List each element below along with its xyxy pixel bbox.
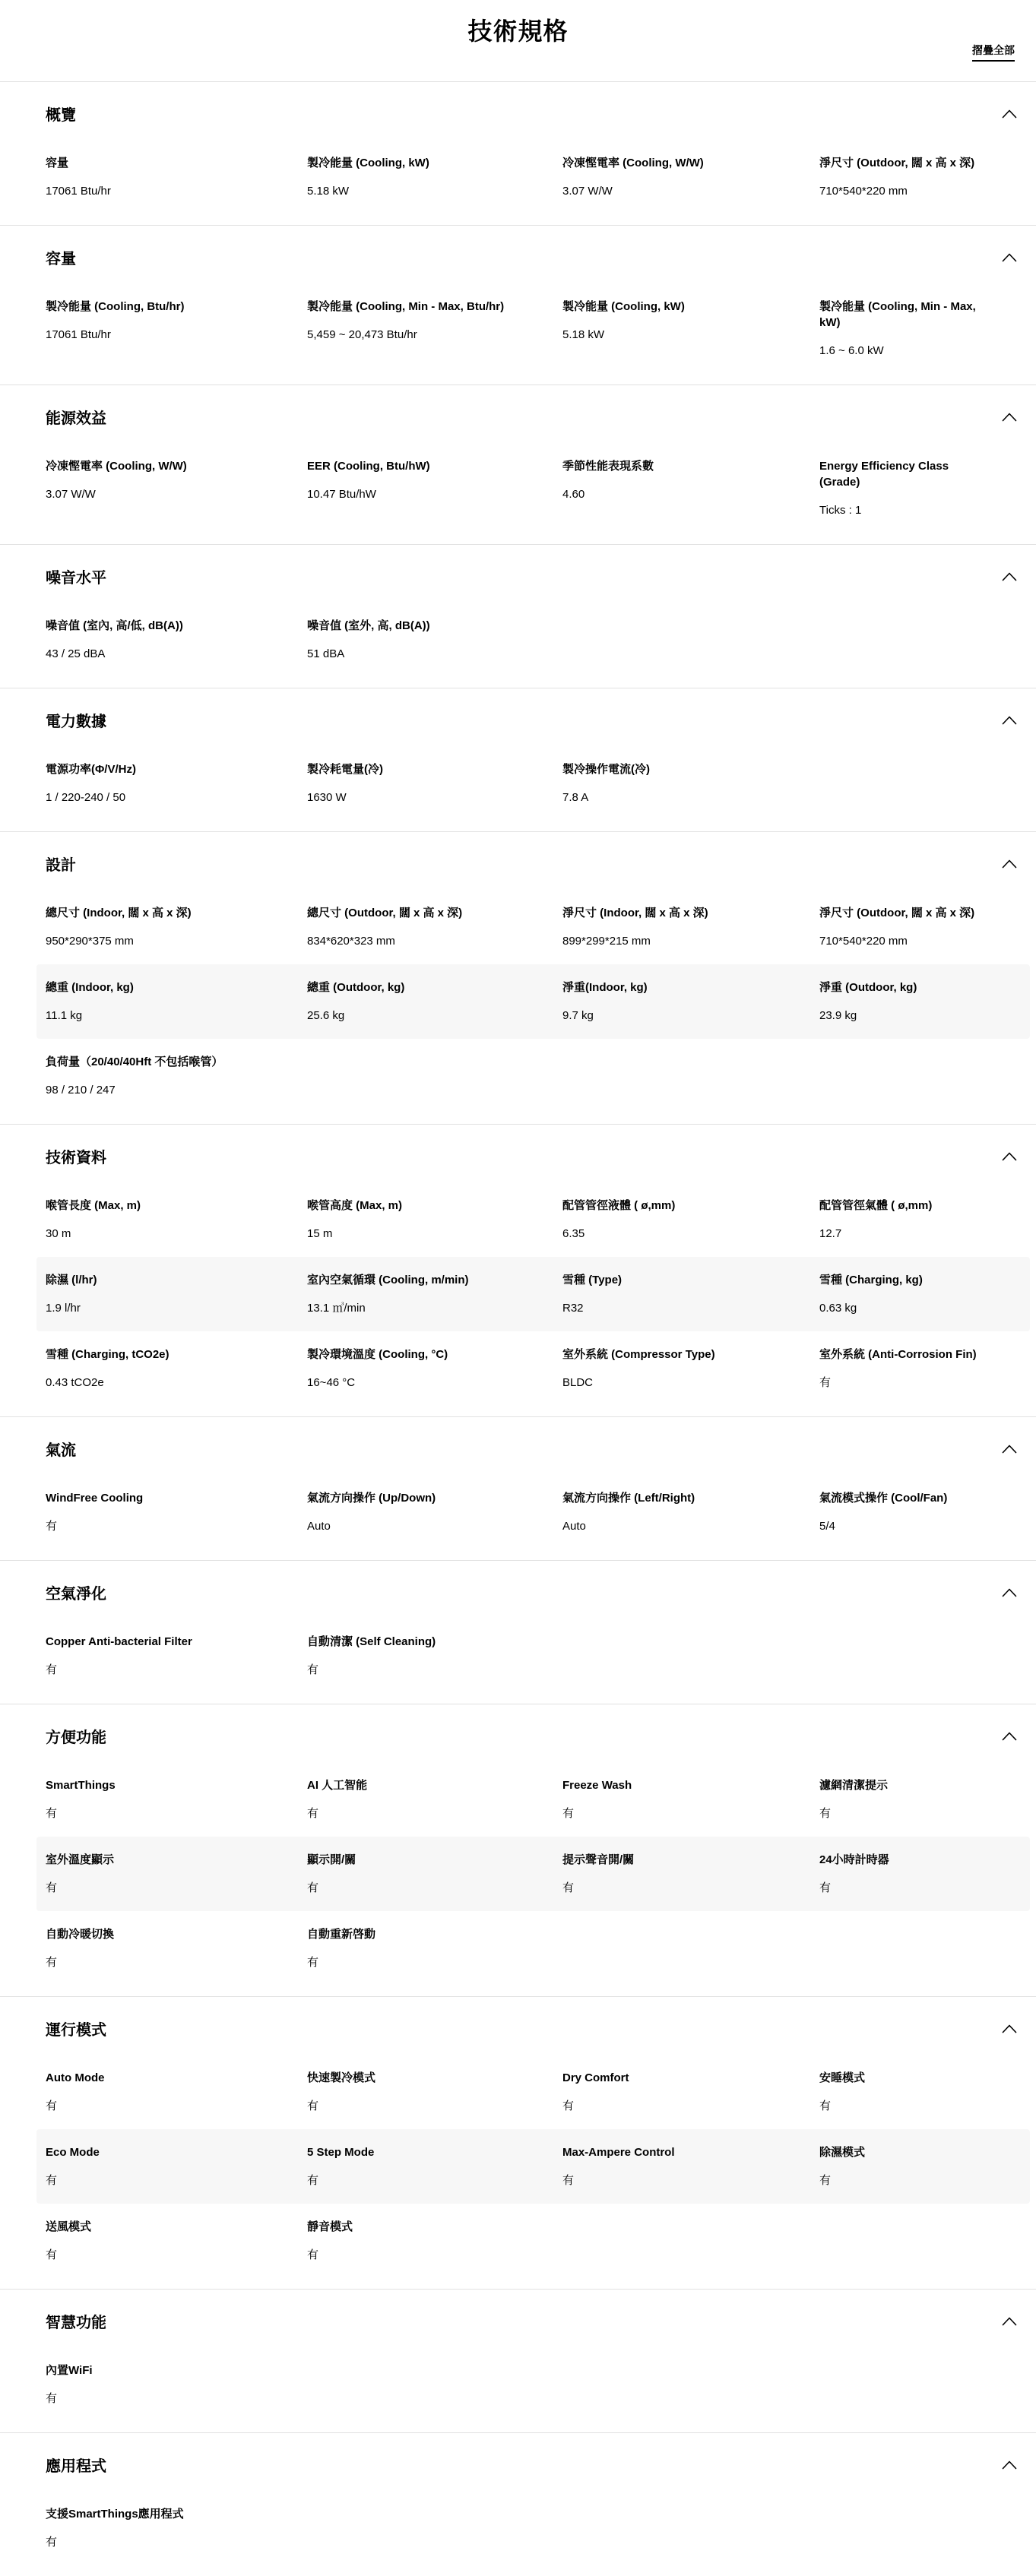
spec-cell (307, 1198, 562, 1242)
spec-label: 噪音值 (室內, 高/低, dB(A)) (46, 619, 183, 632)
spec-cell (307, 1272, 562, 1316)
section-accordion-header[interactable] (46, 1438, 1017, 1460)
spec-label: 製冷環境溫度 (Cooling, °C) (307, 1348, 448, 1361)
spec-label: Auto Mode (46, 2071, 105, 2084)
section-accordion-header[interactable] (46, 853, 1017, 875)
spec-label: 室外系統 (Anti-Corrosion Fin) (819, 1348, 977, 1361)
section-accordion-header[interactable] (46, 2454, 1017, 2476)
spec-cell (307, 299, 562, 343)
spec-label: 冷凍慳電率 (Cooling, W/W) (46, 460, 187, 473)
spec-cell (46, 2506, 307, 2550)
spec-value: 有 (46, 1663, 58, 1676)
section-rows (0, 140, 1036, 214)
spec-cell (46, 2070, 307, 2114)
spec-value: Auto (307, 1520, 331, 1533)
spec-row (36, 746, 1030, 821)
spec-cell (307, 1634, 562, 1678)
spec-cell (307, 618, 562, 662)
spec-label: 喉管長度 (Max, m) (46, 1199, 141, 1212)
spec-label: 除濕 (l/hr) (46, 1274, 97, 1286)
spec-cell (562, 905, 819, 949)
chevron-up-icon[interactable] (1002, 859, 1017, 869)
spec-value: 3.07 W/W (46, 488, 96, 501)
spec-cell (307, 1490, 562, 1534)
spec-value: 有 (819, 1881, 832, 1894)
spec-cell (562, 1347, 819, 1391)
spec-cell (307, 1852, 562, 1896)
spec-cell (46, 458, 307, 502)
spec-label: WindFree Cooling (46, 1492, 144, 1505)
spec-section (0, 1560, 1036, 1704)
spec-cell (562, 155, 819, 199)
spec-cell (562, 2144, 819, 2188)
chevron-up-icon[interactable] (1002, 2317, 1017, 2326)
spec-value: 有 (562, 1807, 575, 1820)
spec-value: 98 / 210 / 247 (46, 1084, 116, 1097)
spec-value: 6.35 (562, 1227, 585, 1240)
spec-row (36, 140, 1030, 214)
spec-value: 17061 Btu/hr (46, 328, 111, 341)
spec-section (0, 385, 1036, 544)
spec-value: 7.8 A (562, 791, 589, 804)
spec-label: Copper Anti-bacterial Filter (46, 1635, 192, 1648)
spec-label: 雪種 (Type) (562, 1274, 623, 1286)
spec-label: 總重 (Outdoor, kg) (307, 981, 405, 994)
spec-label: 氣流方向操作 (Up/Down) (307, 1492, 436, 1505)
section-accordion-header[interactable] (46, 1581, 1017, 1603)
spec-value: 有 (307, 1807, 319, 1820)
spec-cell (307, 1347, 562, 1391)
spec-value: 5/4 (819, 1520, 835, 1533)
section-accordion-header[interactable] (46, 1725, 1017, 1747)
spec-cell (46, 1926, 307, 1970)
spec-label: 配管管徑氣體 ( ø,mm) (819, 1199, 933, 1212)
spec-section (0, 544, 1036, 688)
spec-value: 25.6 kg (307, 1009, 345, 1022)
section-rows (0, 746, 1036, 821)
spec-label: 自動清潔 (Self Cleaning) (307, 1635, 436, 1648)
section-title: 氣流 (46, 1442, 76, 1459)
spec-cell (562, 299, 819, 343)
spec-label: 室內空氣循環 (Cooling, m/min) (307, 1274, 469, 1286)
spec-sections (0, 81, 1036, 2576)
section-title: 噪音水平 (46, 570, 106, 587)
section-title: 智慧功能 (46, 2315, 106, 2331)
spec-value: 有 (819, 2100, 832, 2112)
spec-row (36, 283, 1030, 374)
spec-cell (562, 458, 819, 502)
spec-value: 有 (46, 1881, 58, 1894)
spec-value: 710*540*220 mm (819, 935, 908, 948)
spec-value: 15 m (307, 1227, 333, 1240)
spec-label: 內置WiFi (46, 2364, 93, 2377)
spec-value: 4.60 (562, 488, 585, 501)
spec-value: 5,459 ~ 20,473 Btu/hr (307, 328, 417, 341)
spec-cell (307, 905, 562, 949)
chevron-up-icon[interactable] (1002, 413, 1017, 422)
spec-value: 有 (46, 2392, 58, 2405)
spec-value: 9.7 kg (562, 1009, 594, 1022)
spec-value: Ticks : 1 (819, 504, 862, 517)
spec-value: 10.47 Btu/hW (307, 488, 376, 501)
spec-section (0, 1996, 1036, 2289)
section-title: 概覽 (46, 107, 76, 124)
spec-label: Dry Comfort (562, 2071, 629, 2084)
spec-row (36, 603, 1030, 677)
chevron-up-icon[interactable] (1002, 716, 1017, 725)
spec-section (0, 831, 1036, 1124)
spec-cell (562, 2070, 819, 2114)
spec-value: 51 dBA (307, 647, 345, 660)
spec-label: 濾網清潔提示 (819, 1779, 889, 1792)
spec-row (36, 2491, 1030, 2565)
spec-row (36, 964, 1030, 1039)
spec-cell (562, 979, 819, 1024)
spec-cell (46, 1054, 307, 1098)
spec-row (36, 1182, 1030, 1257)
spec-value: 有 (307, 1956, 319, 1969)
chevron-up-icon[interactable] (1002, 1152, 1017, 1161)
spec-cell (307, 2144, 562, 2188)
spec-label: 室外溫度顯示 (46, 1853, 115, 1866)
spec-value: 有 (46, 2248, 58, 2261)
chevron-up-icon[interactable] (1002, 1588, 1017, 1597)
spec-label: 室外系統 (Compressor Type) (562, 1348, 715, 1361)
spec-label: 送風模式 (46, 2220, 92, 2233)
spec-cell (46, 2144, 307, 2188)
spec-value: 1 / 220-240 / 50 (46, 791, 126, 804)
spec-cell (46, 155, 307, 199)
spec-cell (46, 299, 307, 343)
spec-cell (307, 1926, 562, 1970)
section-accordion-header[interactable] (46, 406, 1017, 428)
spec-value: 有 (307, 1663, 319, 1676)
section-title: 設計 (46, 857, 76, 874)
spec-cell (46, 1777, 307, 1821)
spec-value: 0.43 tCO2e (46, 1376, 104, 1389)
spec-section (0, 1704, 1036, 1996)
chevron-up-icon[interactable] (1002, 109, 1017, 119)
spec-cell (819, 2144, 1030, 2188)
spec-label: 配管管徑液體 ( ø,mm) (562, 1199, 676, 1212)
spec-cell (562, 1198, 819, 1242)
spec-value: 3.07 W/W (562, 185, 613, 198)
spec-value: BLDC (562, 1376, 594, 1389)
spec-value: 有 (307, 2248, 319, 2261)
collapse-all-link[interactable]: 摺疊全部 (972, 43, 1015, 62)
spec-cell (46, 905, 307, 949)
chevron-up-icon[interactable] (1002, 253, 1017, 262)
spec-value: 有 (46, 2100, 58, 2112)
spec-label: 支援SmartThings應用程式 (46, 2508, 184, 2521)
spec-row (36, 1619, 1030, 1693)
section-title: 容量 (46, 251, 76, 267)
spec-cell (46, 1198, 307, 1242)
spec-cell (46, 1272, 307, 1316)
spec-label: 氣流模式操作 (Cool/Fan) (819, 1492, 948, 1505)
section-accordion-header[interactable] (46, 103, 1017, 125)
spec-label: 淨尺寸 (Outdoor, 闊 x 高 x 深) (819, 907, 975, 919)
spec-value: 23.9 kg (819, 1009, 857, 1022)
spec-value: 5.18 kW (307, 185, 350, 198)
spec-label: 5 Step Mode (307, 2146, 375, 2159)
section-title: 能源效益 (46, 410, 106, 427)
spec-label: SmartThings (46, 1779, 116, 1792)
section-rows (0, 2491, 1036, 2565)
spec-label: 製冷能量 (Cooling, kW) (307, 157, 429, 169)
spec-value: 5.18 kW (562, 328, 605, 341)
spec-label: 製冷能量 (Cooling, Min - Max, Btu/hr) (307, 300, 505, 313)
spec-cell (819, 1777, 1030, 1821)
section-rows (0, 1762, 1036, 1986)
chevron-up-icon[interactable] (1002, 1732, 1017, 1741)
spec-section (0, 688, 1036, 831)
spec-value: 有 (307, 1881, 319, 1894)
spec-row (36, 1837, 1030, 1911)
spec-cell (46, 1852, 307, 1896)
spec-row (36, 1331, 1030, 1406)
spec-value: 有 (46, 1807, 58, 1820)
spec-cell (562, 1490, 819, 1534)
spec-label: 總尺寸 (Indoor, 闊 x 高 x 深) (46, 907, 192, 919)
spec-cell (46, 2362, 307, 2407)
spec-label: 24小時計時器 (819, 1853, 889, 1866)
spec-cell (562, 1852, 819, 1896)
spec-value: 有 (46, 2174, 58, 2187)
chevron-up-icon[interactable] (1002, 572, 1017, 581)
spec-row (36, 1762, 1030, 1837)
spec-value: 有 (46, 2536, 58, 2549)
spec-label: 總重 (Indoor, kg) (46, 981, 134, 994)
page-header (0, 0, 1036, 81)
spec-value: 1.6 ~ 6.0 kW (819, 344, 884, 357)
spec-value: 有 (46, 1956, 58, 1969)
chevron-up-icon[interactable] (1002, 2460, 1017, 2470)
spec-cell (562, 1272, 819, 1316)
spec-cell (819, 2070, 1030, 2114)
spec-cell (307, 979, 562, 1024)
spec-cell (819, 979, 1030, 1024)
spec-value: 950*290*375 mm (46, 935, 134, 948)
spec-label: 快速製冷模式 (307, 2071, 376, 2084)
section-title: 空氣淨化 (46, 1586, 106, 1603)
spec-label: 雪種 (Charging, tCO2e) (46, 1348, 169, 1361)
spec-label: 氣流方向操作 (Left/Right) (562, 1492, 695, 1505)
section-title: 電力數據 (46, 714, 106, 730)
section-title: 運行模式 (46, 2022, 106, 2039)
spec-row (36, 1475, 1030, 1549)
spec-value: 有 (46, 1520, 58, 1533)
spec-value: 899*299*215 mm (562, 935, 651, 948)
spec-label: 雪種 (Charging, kg) (819, 1274, 923, 1286)
section-rows (0, 890, 1036, 1113)
spec-cell (46, 761, 307, 805)
spec-value: 43 / 25 dBA (46, 647, 106, 660)
spec-value: 834*620*323 mm (307, 935, 395, 948)
spec-label: 安睡模式 (819, 2071, 866, 2084)
spec-label: 自動冷暖切換 (46, 1928, 115, 1941)
spec-cell (307, 2070, 562, 2114)
spec-section (0, 2289, 1036, 2432)
section-title: 方便功能 (46, 1729, 106, 1746)
spec-label: 電源功率(Φ/V/Hz) (46, 763, 136, 776)
spec-cell (46, 1347, 307, 1391)
spec-value: 0.63 kg (819, 1302, 857, 1315)
spec-value: 710*540*220 mm (819, 185, 908, 198)
spec-cell (819, 1490, 1030, 1534)
spec-cell (819, 905, 1030, 949)
spec-value: 有 (307, 2174, 319, 2187)
spec-value: R32 (562, 1302, 584, 1315)
spec-cell (307, 458, 562, 502)
spec-label: Freeze Wash (562, 1779, 632, 1792)
spec-cell (46, 979, 307, 1024)
spec-cell (46, 2219, 307, 2263)
spec-label: 喉管高度 (Max, m) (307, 1199, 403, 1212)
spec-cell (819, 1347, 1030, 1391)
section-rows (0, 2055, 1036, 2278)
section-accordion-header[interactable] (46, 2017, 1017, 2040)
spec-value: 16~46 °C (307, 1376, 356, 1389)
spec-row (36, 890, 1030, 964)
spec-label: 除濕模式 (819, 2146, 866, 2159)
spec-label: 顯示開/關 (307, 1853, 356, 1866)
spec-cell (307, 2219, 562, 2263)
spec-cell (819, 155, 1030, 199)
spec-cell (819, 299, 1030, 359)
spec-row (36, 2204, 1030, 2278)
spec-label: 容量 (46, 157, 69, 169)
spec-value: 有 (819, 1807, 832, 1820)
section-rows (0, 283, 1036, 374)
spec-label: 負荷量（20/40/40Hft 不包括喉管） (46, 1055, 223, 1068)
spec-cell (307, 761, 562, 805)
spec-label: 製冷耗電量(冷) (307, 763, 383, 776)
spec-value: 有 (819, 2174, 832, 2187)
spec-label: 製冷能量 (Cooling, kW) (562, 300, 685, 313)
section-accordion-header[interactable] (46, 2310, 1017, 2332)
spec-label: EER (Cooling, Btu/hW) (307, 460, 430, 473)
spec-value: 12.7 (819, 1227, 842, 1240)
spec-value: 30 m (46, 1227, 71, 1240)
spec-value: 有 (819, 1376, 832, 1389)
spec-value: 有 (562, 2174, 575, 2187)
spec-label: 季節性能表現系數 (562, 460, 654, 473)
spec-row (36, 443, 1030, 533)
spec-row (36, 2129, 1030, 2204)
spec-label: 淨重 (Outdoor, kg) (819, 981, 917, 994)
spec-label: 淨尺寸 (Outdoor, 闊 x 高 x 深) (819, 157, 975, 169)
spec-cell (819, 1272, 1030, 1316)
spec-label: 製冷操作電流(冷) (562, 763, 650, 776)
spec-section (0, 225, 1036, 385)
spec-label: 淨重(Indoor, kg) (562, 981, 648, 994)
spec-cell (819, 458, 1030, 518)
spec-value: 17061 Btu/hr (46, 185, 111, 198)
spec-cell (819, 1198, 1030, 1242)
spec-cell (46, 618, 307, 662)
spec-label: AI 人工智能 (307, 1779, 368, 1792)
spec-value: 有 (562, 1881, 575, 1894)
spec-label: 淨尺寸 (Indoor, 闊 x 高 x 深) (562, 907, 708, 919)
spec-section (0, 81, 1036, 225)
spec-label: 噪音值 (室外, 高, dB(A)) (307, 619, 430, 632)
section-accordion-header[interactable] (46, 565, 1017, 587)
spec-label: 製冷能量 (Cooling, Min - Max, kW) (819, 300, 976, 329)
section-rows (0, 2347, 1036, 2422)
spec-value: 1630 W (307, 791, 347, 804)
spec-cell (46, 1490, 307, 1534)
spec-label: Max-Ampere Control (562, 2146, 675, 2159)
spec-row (36, 1039, 1030, 1113)
spec-value: 13.1 ㎥/min (307, 1302, 366, 1315)
section-rows (0, 1619, 1036, 1693)
spec-label: Eco Mode (46, 2146, 100, 2159)
spec-value: 11.1 kg (46, 1009, 83, 1022)
spec-row (36, 2347, 1030, 2422)
spec-value: 有 (562, 2100, 575, 2112)
spec-cell (562, 761, 819, 805)
spec-row (36, 1257, 1030, 1331)
section-title: 應用程式 (46, 2458, 106, 2475)
section-accordion-header[interactable] (46, 246, 1017, 268)
spec-row (36, 2055, 1030, 2129)
chevron-up-icon[interactable] (1002, 2024, 1017, 2033)
spec-label: 冷凍慳電率 (Cooling, W/W) (562, 157, 704, 169)
spec-value: 1.9 l/hr (46, 1302, 81, 1315)
section-accordion-header[interactable] (46, 709, 1017, 731)
section-title: 技術資料 (46, 1150, 106, 1166)
spec-label: 總尺寸 (Outdoor, 闊 x 高 x 深) (307, 907, 463, 919)
spec-cell (307, 155, 562, 199)
spec-value: 有 (307, 2100, 319, 2112)
spec-section (0, 1124, 1036, 1416)
spec-section (0, 2432, 1036, 2576)
spec-cell (819, 1852, 1030, 1896)
spec-label: 自動重新啓動 (307, 1928, 376, 1941)
section-accordion-header[interactable] (46, 1145, 1017, 1167)
spec-cell (307, 1777, 562, 1821)
spec-row (36, 1911, 1030, 1986)
spec-value: Auto (562, 1520, 586, 1533)
section-rows (0, 603, 1036, 677)
spec-cell (46, 1634, 307, 1678)
section-rows (0, 1182, 1036, 1406)
section-rows (0, 1475, 1036, 1549)
chevron-up-icon[interactable] (1002, 1445, 1017, 1454)
page-title: 技術規格 (467, 17, 569, 45)
spec-section (0, 1416, 1036, 1560)
spec-cell (562, 1777, 819, 1821)
spec-label: 製冷能量 (Cooling, Btu/hr) (46, 300, 185, 313)
section-rows (0, 443, 1036, 533)
spec-label: Energy Efficiency Class (Grade) (819, 460, 949, 489)
spec-label: 提示聲音開/關 (562, 1853, 635, 1866)
spec-label: 靜音模式 (307, 2220, 353, 2233)
